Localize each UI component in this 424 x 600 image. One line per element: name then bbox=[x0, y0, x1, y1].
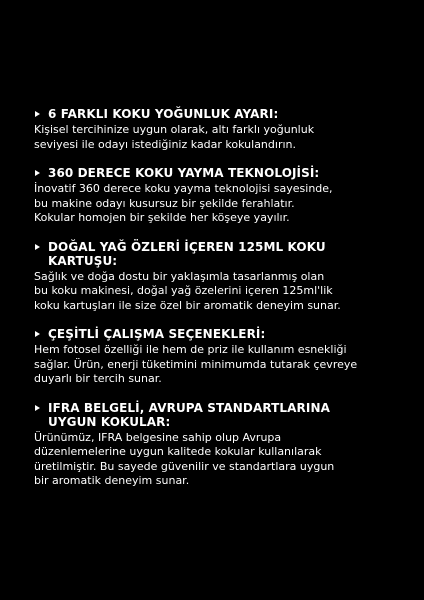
triangle-bullet-icon bbox=[35, 111, 40, 117]
feature-description: İnovatif 360 derece koku yayma teknolojisi sayesinde, bu makine odayı kusursuz bir şekilde ferahlatır. Kokular homojen bir şekilde her köşeye yayılır. bbox=[34, 182, 333, 224]
feature-heading bbox=[34, 240, 394, 268]
feature-item-360-diffusion bbox=[34, 166, 394, 226]
feature-description: Hem fotosel özelliği ile hem de priz ile kullanım esnekliği sağlar. Ürün, enerji tüketimini minimumda tutarak çevreye duyarlı bir tercih sunar. bbox=[34, 343, 358, 385]
feature-heading bbox=[34, 166, 394, 180]
triangle-bullet-icon bbox=[35, 405, 40, 411]
feature-item-ifra bbox=[34, 401, 394, 489]
triangle-bullet-icon bbox=[35, 331, 40, 337]
triangle-bullet-icon bbox=[35, 244, 40, 250]
triangle-bullet-icon bbox=[35, 170, 40, 176]
feature-title: IFRA BELGELİ, AVRUPA STANDARTLARINA UYGUN KOKULAR: bbox=[48, 400, 330, 429]
feature-title: DOĞAL YAĞ ÖZLERİ İÇEREN 125ML KOKU KARTUŞU: bbox=[48, 239, 326, 268]
feature-description: Kişisel tercihinize uygun olarak, altı farklı yoğunluk seviyesi ile odayı istediğiniz kadar kokulandırın. bbox=[34, 123, 315, 151]
feature-item-operation-options bbox=[34, 327, 394, 387]
feature-item-cartridge bbox=[34, 240, 394, 314]
feature-item-intensity bbox=[34, 107, 394, 152]
feature-title: 6 FARKLI KOKU YOĞUNLUK AYARI: bbox=[48, 107, 279, 121]
feature-title: ÇEŞİTLİ ÇALIŞMA SEÇENEKLERİ: bbox=[48, 327, 266, 341]
feature-heading bbox=[34, 401, 394, 429]
feature-list bbox=[34, 107, 394, 503]
feature-heading bbox=[34, 107, 394, 121]
feature-title: 360 DERECE KOKU YAYMA TEKNOLOJİSİ: bbox=[48, 166, 320, 180]
feature-description: Ürünümüz, IFRA belgesine sahip olup Avrupa düzenlemelerine uygun kalitede kokular kullanılarak üretilmiştir. Bu sayede güvenilir ve standartlara uygun bir aromatik deneyim sunar. bbox=[34, 430, 335, 487]
feature-heading bbox=[34, 327, 394, 341]
feature-description: Sağlık ve doğa dostu bir yaklaşımla tasarlanmış olan bu koku makinesi, doğal yağ özelerini içeren 125ml'lik koku kartuşları ile size özel bir aromatik deneyim sunar. bbox=[34, 269, 341, 312]
